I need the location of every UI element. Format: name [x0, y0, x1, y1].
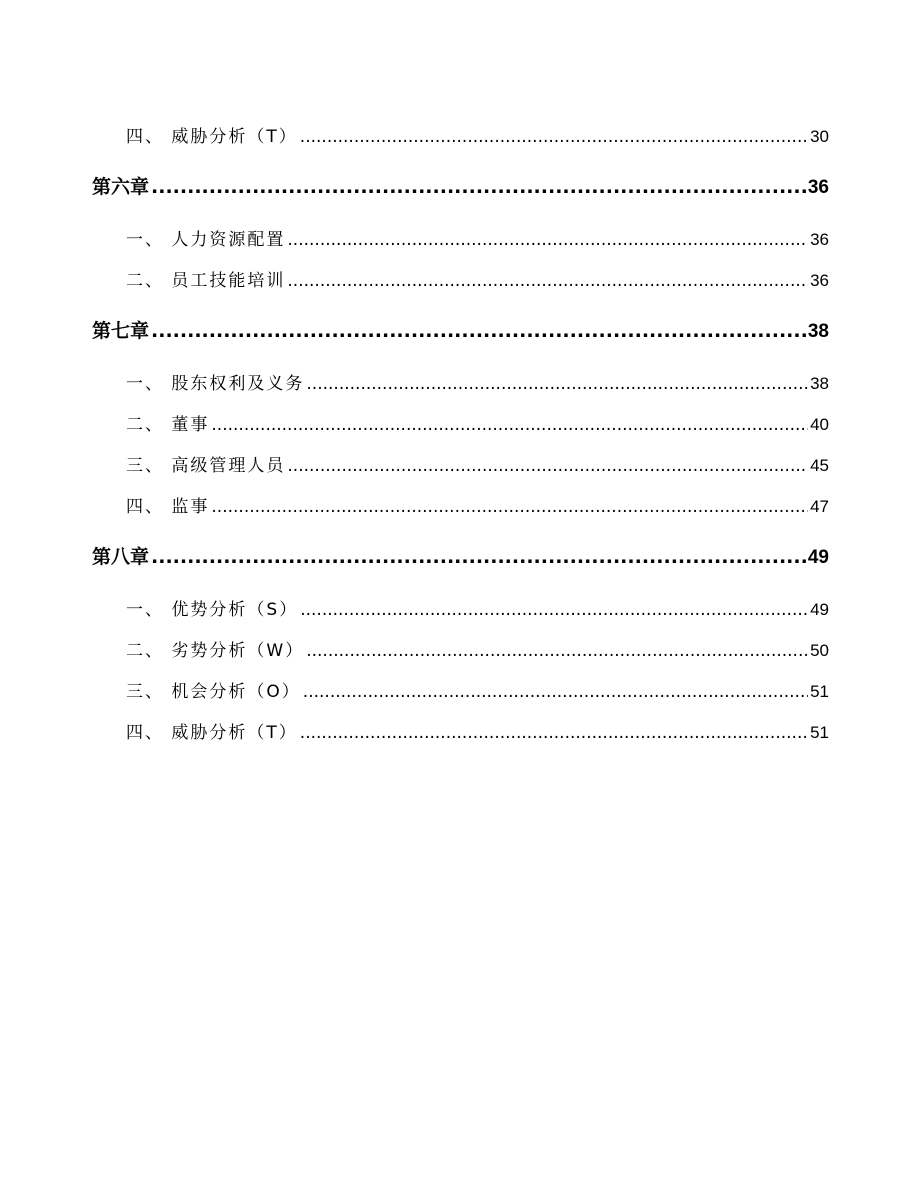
toc-leader-dots: [300, 723, 808, 743]
toc-entry-label: 三、 高级管理人员: [126, 456, 286, 476]
toc-entry-label: 一、 股东权利及义务: [126, 374, 305, 394]
toc-page-number: 36: [810, 271, 829, 290]
toc-entry-label: 一、 人力资源配置: [126, 230, 286, 250]
toc-entry-label: 二、 员工技能培训: [126, 271, 286, 291]
toc-chapter-label: 第七章: [92, 320, 150, 342]
toc-leader-dots: [300, 600, 808, 620]
toc-page-number: 30: [810, 127, 829, 146]
toc-leader-dots: [287, 456, 808, 476]
toc-leader-dots: [287, 230, 808, 250]
toc-page-number: 51: [810, 682, 829, 701]
toc-page-number: 49: [810, 600, 829, 619]
toc-entry-label: 三、 机会分析（O）: [126, 682, 301, 702]
toc-entry-label: 二、 劣势分析（W）: [126, 641, 305, 661]
toc-chapter-label: 第六章: [92, 176, 150, 198]
toc-entry[interactable]: [0, 451, 920, 476]
toc-entry[interactable]: [0, 410, 920, 435]
toc-chapter[interactable]: [0, 316, 920, 343]
toc-leader-dots: [151, 176, 806, 198]
toc-leader-dots: [303, 682, 808, 702]
toc-chapter[interactable]: [0, 542, 920, 569]
toc-entry[interactable]: [0, 677, 920, 702]
toc-leader-dots: [151, 546, 806, 568]
toc-entry[interactable]: [0, 122, 920, 147]
toc-entry[interactable]: [0, 636, 920, 661]
toc-leader-dots: [306, 641, 808, 661]
toc-leader-dots: [287, 271, 808, 291]
toc-entry[interactable]: [0, 492, 920, 517]
toc-entry-label: 四、 监事: [126, 497, 210, 517]
toc-page-number: 47: [810, 497, 829, 516]
toc-chapter-label: 第八章: [92, 546, 150, 568]
toc-page-number: 38: [810, 374, 829, 393]
toc-entry[interactable]: [0, 595, 920, 620]
toc-leader-dots: [300, 127, 808, 147]
toc-entry[interactable]: [0, 718, 920, 743]
toc-page-number: 38: [807, 321, 829, 342]
toc-page-number: 45: [810, 456, 829, 475]
toc-page-number: 51: [810, 723, 829, 742]
toc-leader-dots: [211, 497, 808, 517]
toc-entry[interactable]: [0, 369, 920, 394]
toc-entry[interactable]: [0, 225, 920, 250]
toc-entry-label: 四、 威胁分析（T）: [126, 127, 298, 147]
toc-leader-dots: [151, 320, 806, 342]
toc-entry-label: 四、 威胁分析（T）: [126, 723, 298, 743]
toc-entry[interactable]: [0, 266, 920, 291]
toc-page-number: 49: [807, 547, 829, 568]
toc-page-number: 36: [807, 177, 829, 198]
toc-entry-label: 一、 优势分析（S）: [126, 600, 299, 620]
toc-page-number: 50: [810, 641, 829, 660]
toc-leader-dots: [306, 374, 808, 394]
toc-page-number: 40: [810, 415, 829, 434]
toc-entry-label: 二、 董事: [126, 415, 210, 435]
toc-page-number: 36: [810, 230, 829, 249]
toc-chapter[interactable]: [0, 172, 920, 199]
toc-leader-dots: [211, 415, 808, 435]
